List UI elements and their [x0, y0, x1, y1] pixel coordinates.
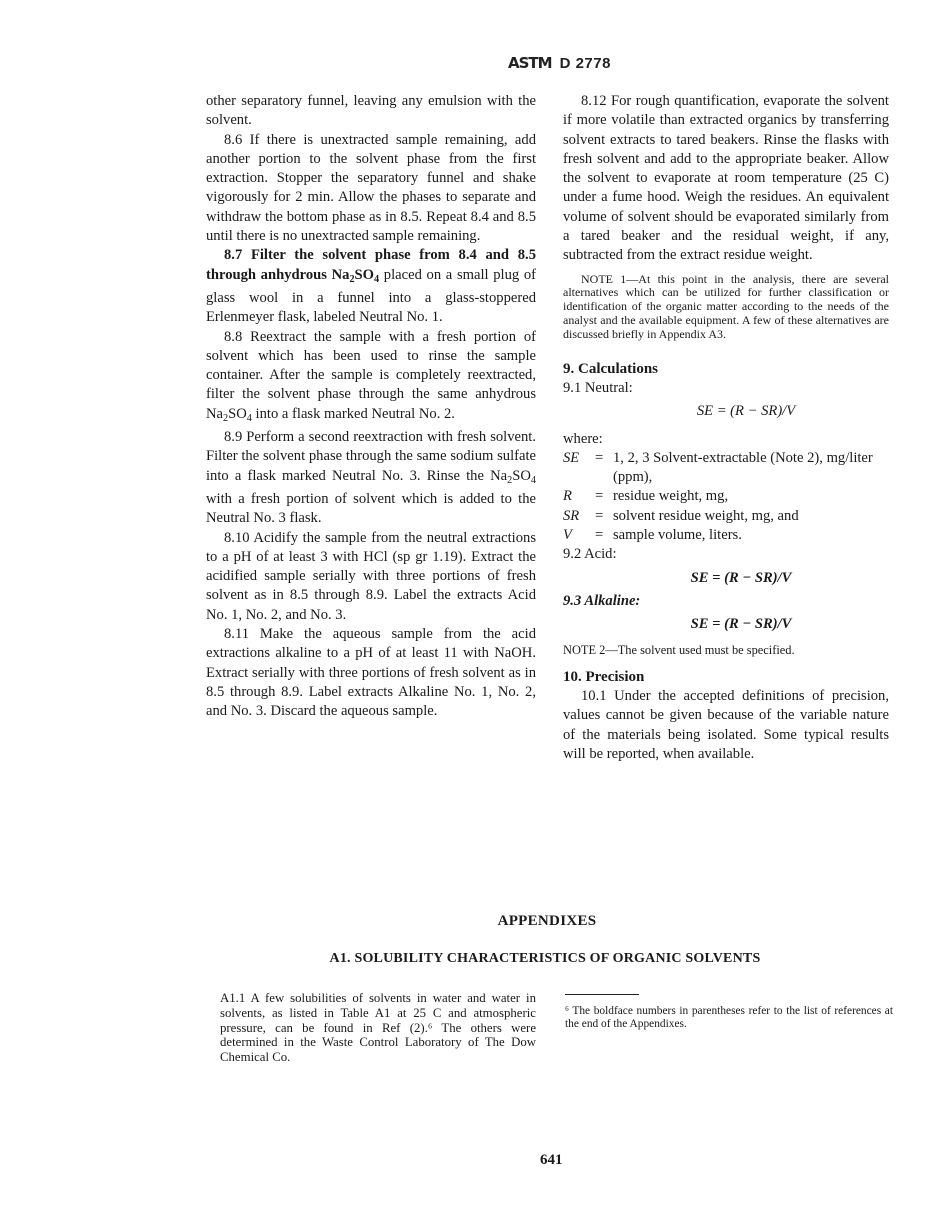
- paragraph-8-5-end: other separatory funnel, leaving any emulsion with the solvent.: [206, 93, 536, 129]
- definition-row: [563, 487, 889, 506]
- paragraph-8-6: 8.6 If there is unextracted sample remaining, add another portion to the solvent phase from the first extraction. Stopper the separatory funnel and shake vigorously for 2 min. Allow the phases to separate and withdraw the bottom phase as in 8.5. Repeat 8.4 and 8.5 until there is no unextracted sample remaining.: [206, 131, 536, 245]
- definition-symbol: SE: [563, 449, 580, 466]
- definition-symbol: R: [563, 488, 572, 505]
- right-column: [563, 92, 889, 764]
- standard-designation: D 2778: [559, 54, 611, 72]
- footnote-rule: [565, 994, 639, 995]
- definition-text: 1, 2, 3 Solvent-extractable (Note 2), mg/liter (ppm),: [613, 449, 873, 486]
- paragraph-8-10: 8.10 Acidify the sample from the neutral extractions to a pH of at least 3 with HCl (sp gr 1.19). Extract the acidified sample serially with three portions of fresh solvent as in 8.5 through 8.9. Label the extracts Acid No. 1, No. 2, and No. 3.: [206, 529, 536, 623]
- calculations-heading: 9. Calculations: [563, 360, 659, 377]
- left-column: [206, 92, 536, 722]
- note-1: NOTE 1—At this point in the analysis, there are several alternatives which can be utilized for further classification or identification of the organic matter according to the needs of the analyst and the available equipment. A few of these alternatives are discussed briefly in Appendix A3.: [563, 271, 889, 341]
- paragraph-8-7: 8.7 Filter the solvent phase from 8.4 and 8.5 through anhydrous $Na_2SO_4$ placed on a small plug of glass wool in a funnel into a glass-stoppered Erlenmeyer flask, labeled Neutral No. 1.: [206, 247, 536, 326]
- equation-neutral: SE = (R − SR)/V: [696, 403, 796, 420]
- acid-label: 9.2 Acid:: [563, 546, 617, 563]
- paragraph-8-8: 8.8 Reextract the sample with a fresh portion of solvent which has been used to rinse the sample container. After the sample is completely reextracted, filter the solvent phase through the same anhydrous $Na_2SO_4$ into a flask marked Neutral No. 2.: [206, 328, 536, 424]
- equation-alkaline: SE = (R − SR)/V: [690, 616, 792, 633]
- variable-definitions: [563, 449, 889, 545]
- precision-heading: 10. Precision: [563, 668, 645, 685]
- paragraph-a1-1: A1.1 A few solubilities of solvents in water and water in solvents, as listed in Table A1 at 25 C and atmospheric pressure, can be found in Ref (2).⁶ The others were determined in the Waste Control Laboratory of The Dow Chemical Co.: [220, 991, 536, 1065]
- page-number: 641: [540, 1152, 563, 1168]
- appendix-a1-title: A1. SOLUBILITY CHARACTERISTICS OF ORGANIC SOLVENTS: [329, 951, 761, 966]
- note-2: NOTE 2—The solvent used must be specified.: [563, 642, 795, 657]
- paragraph-8-9: 8.9 Perform a second reextraction with fresh solvent. Filter the solvent phase through the same sodium sulfate into a flask marked Neutral No. 3. Rinse the $Na_2SO_4$ with a fresh portion of solvent which is added to the Neutral No. 3 flask.: [206, 429, 536, 527]
- alkaline-label: 9.3 Alkaline:: [563, 592, 641, 609]
- definition-equals: =: [595, 507, 604, 524]
- definition-row: [563, 449, 889, 488]
- definition-text: residue weight, mg,: [613, 488, 729, 505]
- definition-text: sample volume, liters.: [613, 527, 742, 544]
- equation-acid: SE = (R − SR)/V: [690, 569, 792, 586]
- definition-equals: =: [595, 527, 604, 544]
- astm-logo: ASTM: [508, 54, 552, 72]
- definition-symbol: V: [563, 527, 572, 544]
- appendixes-title: APPENDIXES: [497, 913, 597, 929]
- definition-symbol: SR: [563, 507, 580, 524]
- paragraph-8-11: 8.11 Make the aqueous sample from the acid extractions alkaline to a pH of at least 11 with NaOH. Extract serially with three portions of fresh solvent as in 8.5 through 8.9. Label extracts Alkaline No. 1, No. 2, and No. 3. Discard the aqueous sample.: [206, 626, 536, 720]
- definition-row: [563, 507, 889, 526]
- paragraph-8-12: 8.12 For rough quantification, evaporate the solvent if more volatile than extracted organics by transferring solvent extracts to tared beakers. Rinse the flasks with fresh solvent and add to the appropriate beaker. Allow the solvent to evaporate at room temperature (25 C) under a fume hood. Weigh the residues. An equivalent volume of solvent should be evaporated similarly from a tared beaker and the residual weight, if any, subtracted from the extract residue weight.: [563, 93, 889, 264]
- page-header: [508, 54, 611, 72]
- neutral-label: 9.1 Neutral:: [563, 379, 633, 396]
- footnote: ⁶ The boldface numbers in parentheses refer to the list of references at the end of the Appendixes.: [565, 1005, 893, 1031]
- paragraph-10-1: 10.1 Under the accepted definitions of precision, values cannot be given because of the variable nature of the materials being isolated. Some typical results will be reported, when available.: [563, 688, 889, 762]
- where-label: where:: [563, 430, 603, 447]
- appendix-a1-text: [220, 991, 536, 1065]
- definition-equals: =: [595, 449, 604, 466]
- definition-text: solvent residue weight, mg, and: [613, 507, 799, 524]
- definition-equals: =: [595, 488, 604, 505]
- definition-row: [563, 526, 889, 545]
